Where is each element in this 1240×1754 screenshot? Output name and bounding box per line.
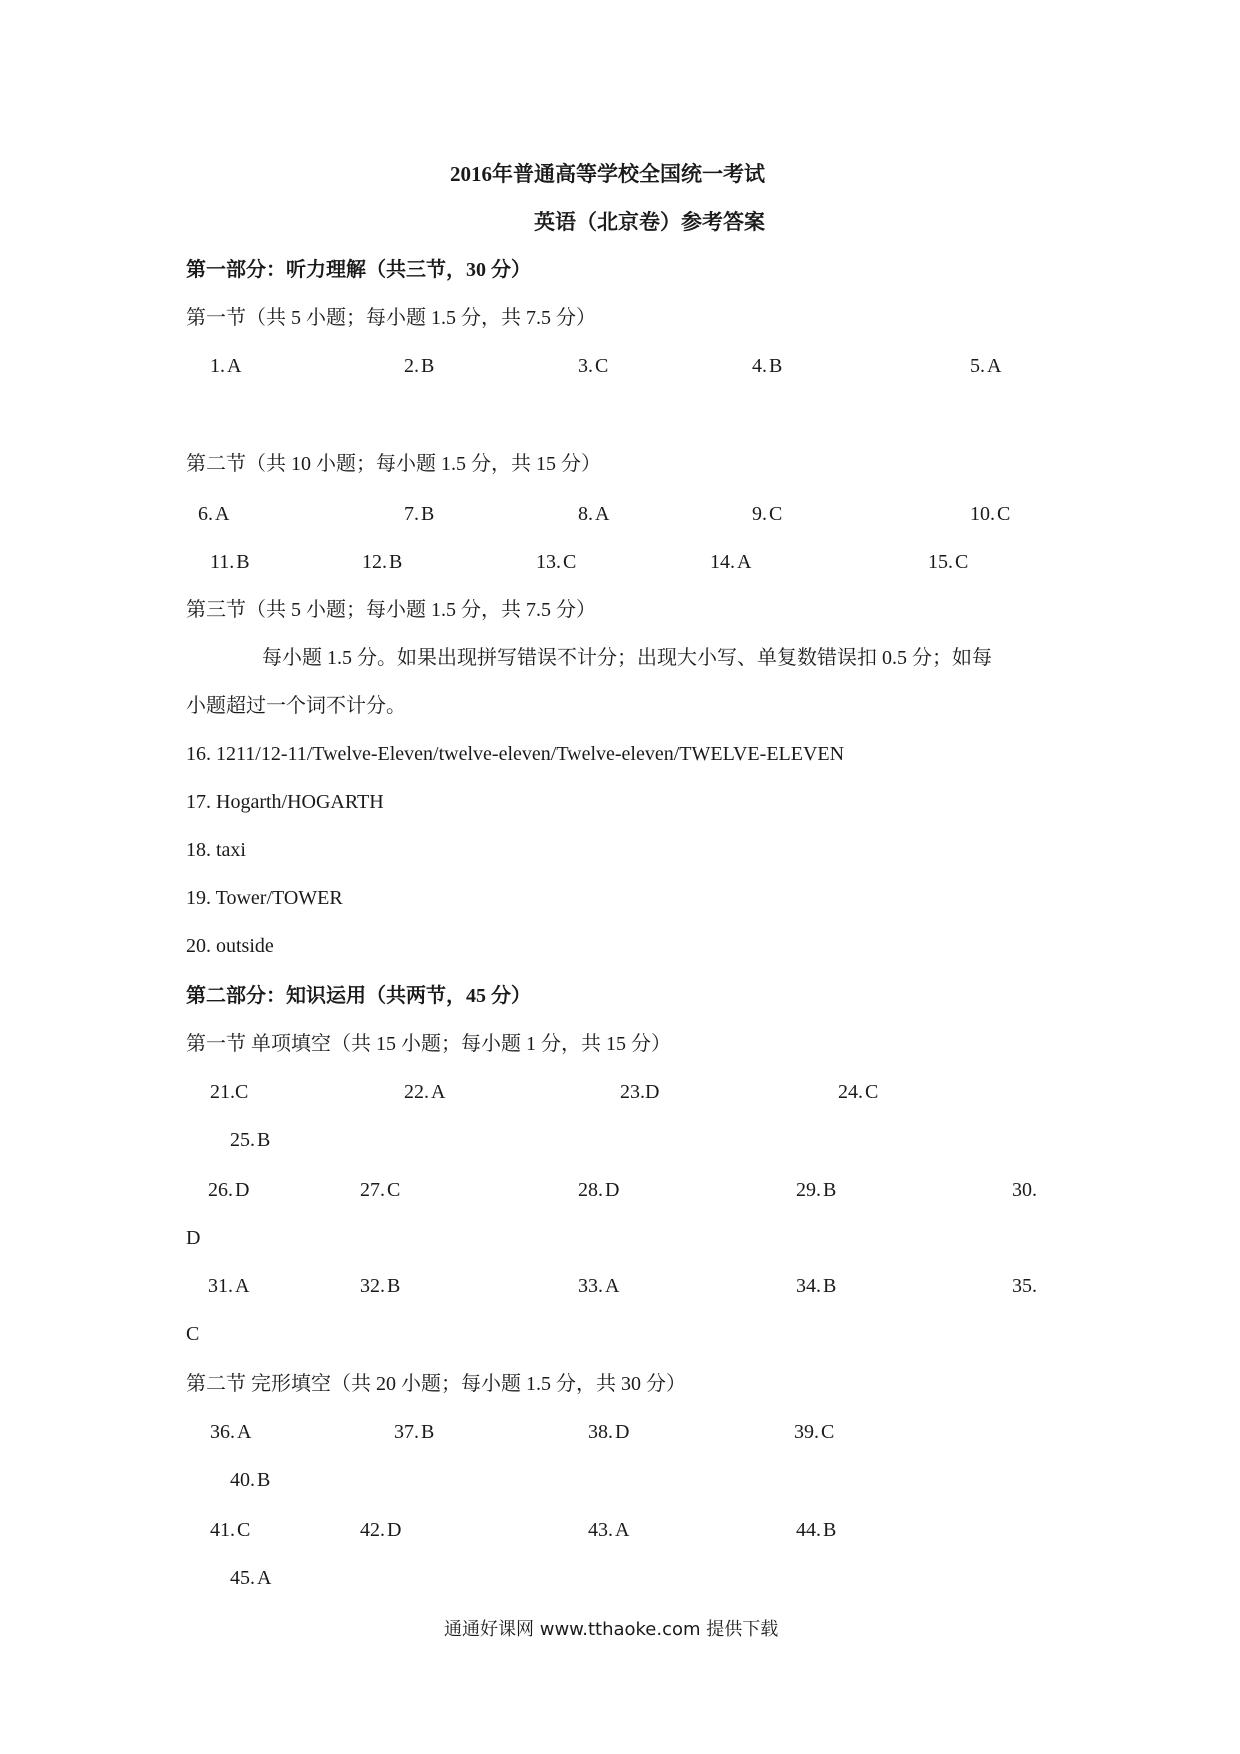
answer-22: 22. A (404, 1081, 446, 1103)
answer-12: 12. B (362, 551, 403, 573)
page-title: 2016年普通高等学校全国统一考试 (450, 162, 765, 186)
answer-13: 13. C (536, 551, 577, 573)
answer-35-number: 35. (1012, 1275, 1037, 1297)
answer-34: 34. B (796, 1275, 837, 1297)
answer-19: 19. Tower/TOWER (186, 887, 343, 909)
answer-15: 15. C (928, 551, 969, 573)
answer-11: 11. B (210, 551, 250, 573)
answer-28: 28. D (578, 1179, 620, 1201)
answer-40: 40. B (230, 1469, 271, 1491)
part2-heading: 第二部分：知识运用（共两节，45 分） (186, 985, 531, 1007)
answer-29: 29. B (796, 1179, 837, 1201)
part2-sec1-heading: 第一节 单项填空（共 15 小题；每小题 1 分，共 15 分） (186, 1033, 671, 1055)
answer-26: 26. D (208, 1179, 250, 1201)
part1-sec2-heading: 第二节（共 10 小题；每小题 1.5 分，共 15 分） (186, 453, 601, 475)
answer-18: 18. taxi (186, 839, 246, 861)
answer-1: 1. A (210, 355, 242, 377)
answer-30-letter: D (186, 1227, 201, 1249)
answer-31: 31. A (208, 1275, 250, 1297)
part1-sec3-note-line2: 小题超过一个词不计分。 (186, 695, 406, 717)
answer-10: 10. C (970, 503, 1011, 525)
answer-27: 27. C (360, 1179, 401, 1201)
answer-25: 25. B (230, 1129, 271, 1151)
answer-2: 2. B (404, 355, 435, 377)
answer-30-number: 30. (1012, 1179, 1037, 1201)
answer-6: 6. A (198, 503, 230, 525)
answer-38: 38. D (588, 1421, 630, 1443)
answer-8: 8. A (578, 503, 610, 525)
answer-44: 44. B (796, 1519, 837, 1541)
answer-7: 7. B (404, 503, 435, 525)
answer-35-letter: C (186, 1323, 200, 1345)
answer-3: 3. C (578, 355, 609, 377)
part1-sec1-heading: 第一节（共 5 小题；每小题 1.5 分，共 7.5 分） (186, 307, 596, 329)
answer-20: 20. outside (186, 935, 274, 957)
answer-36: 36. A (210, 1421, 252, 1443)
answer-21: 21.C (210, 1081, 249, 1103)
answer-32: 32. B (360, 1275, 401, 1297)
answer-33: 33. A (578, 1275, 620, 1297)
answer-17: 17. Hogarth/HOGARTH (186, 791, 384, 813)
answer-41: 41. C (210, 1519, 251, 1541)
page-subtitle: 英语（北京卷）参考答案 (534, 210, 765, 234)
answer-42: 42. D (360, 1519, 402, 1541)
page-footer: 通通好课网 www.tthaoke.com 提供下载 (444, 1619, 779, 1640)
answer-37: 37. B (394, 1421, 435, 1443)
part1-sec3-heading: 第三节（共 5 小题；每小题 1.5 分，共 7.5 分） (186, 599, 596, 621)
answer-24: 24. C (838, 1081, 879, 1103)
answer-16: 16. 1211/12-11/Twelve-Eleven/twelve-eleven/Twelve-eleven/TWELVE-ELEVEN (186, 743, 845, 765)
answer-23: 23.D (620, 1081, 660, 1103)
part2-sec2-heading: 第二节 完形填空（共 20 小题；每小题 1.5 分，共 30 分） (186, 1373, 686, 1395)
answer-9: 9. C (752, 503, 783, 525)
answer-39: 39. C (794, 1421, 835, 1443)
answer-45: 45. A (230, 1567, 272, 1589)
answer-43: 43. A (588, 1519, 630, 1541)
answer-4: 4. B (752, 355, 783, 377)
part1-sec3-note-line1: 每小题 1.5 分。如果出现拼写错误不计分；出现大小写、单复数错误扣 0.5 分；如每 (262, 647, 992, 669)
part1-heading: 第一部分：听力理解（共三节，30 分） (186, 259, 531, 281)
answer-5: 5. A (970, 355, 1002, 377)
answer-14: 14. A (710, 551, 752, 573)
